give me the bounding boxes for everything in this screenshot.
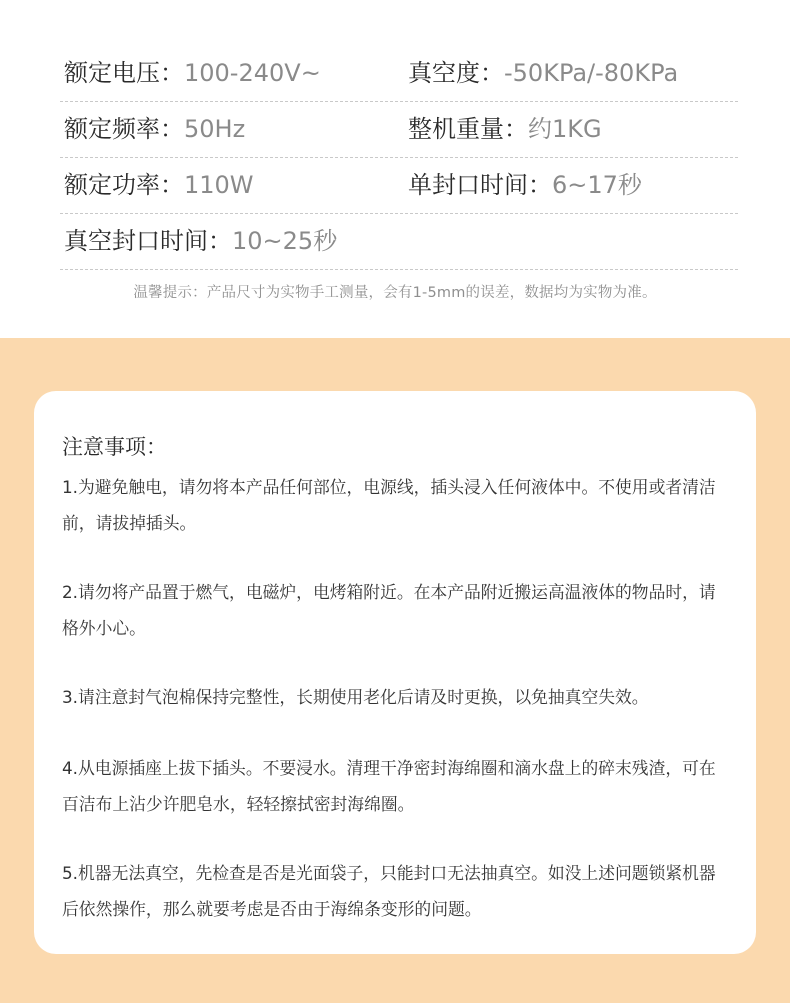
spec-value: 100-240V~ xyxy=(184,59,321,87)
spec-label: 整机重量： xyxy=(408,115,528,143)
measurement-tip: 温馨提示：产品尺寸为实物手工测量，会有1-5mm的误差，数据均为实物为准。 xyxy=(133,285,657,301)
spec-label: 额定功率： xyxy=(64,171,184,199)
spec-rated-power xyxy=(64,157,254,213)
spec-value: 50Hz xyxy=(184,115,246,143)
spec-label: 额定频率： xyxy=(64,115,184,143)
notice-card xyxy=(34,391,756,954)
notice-item: 2.请勿将产品置于燃气，电磁炉，电烤箱附近。在本产品附近搬运高温液体的物品时，请格外小心。 xyxy=(62,582,716,638)
notice-item: 1.为避免触电，请勿将本产品任何部位，电源线，插头浸入任何液体中。不使用或者清洁前，请拔掉插头。 xyxy=(62,477,716,533)
spec-rated-frequency xyxy=(64,101,245,157)
spec-value: 10~25秒 xyxy=(232,227,338,255)
spec-seal-time xyxy=(408,157,642,213)
spec-value: -50KPa/-80KPa xyxy=(504,59,679,87)
spec-value: 110W xyxy=(184,171,254,199)
spec-label: 真空封口时间： xyxy=(64,227,232,255)
spec-label: 真空度： xyxy=(408,59,504,87)
spec-value: 6~17秒 xyxy=(552,171,642,199)
notice-item: 3.请注意封气泡棉保持完整性，长期使用老化后请及时更换，以免抽真空失效。 xyxy=(62,687,649,707)
spec-value: 约1KG xyxy=(528,115,602,143)
spec-rated-voltage xyxy=(64,45,321,101)
spec-row xyxy=(60,45,738,102)
spec-row xyxy=(60,157,738,214)
spec-label: 单封口时间： xyxy=(408,171,552,199)
spec-label: 额定电压： xyxy=(64,59,184,87)
spec-row xyxy=(60,101,738,158)
notice-title: 注意事项： xyxy=(62,435,167,459)
specs-section xyxy=(0,0,790,338)
notice-item: 5.机器无法真空，先检查是否是光面袋子，只能封口无法抽真空。如没上述问题锁紧机器后依然操作，那么就要考虑是否由于海绵条变形的问题。 xyxy=(62,863,716,919)
spec-row xyxy=(60,213,738,270)
notice-item: 4.从电源插座上拔下插头。不要浸水。清理干净密封海绵圈和滴水盘上的碎末残渣，可在百洁布上沾少许肥皂水，轻轻擦拭密封海绵圈。 xyxy=(62,758,716,814)
spec-vacuum-degree xyxy=(408,45,678,101)
spec-weight xyxy=(408,101,602,157)
spec-vacuum-seal-time xyxy=(64,213,337,269)
